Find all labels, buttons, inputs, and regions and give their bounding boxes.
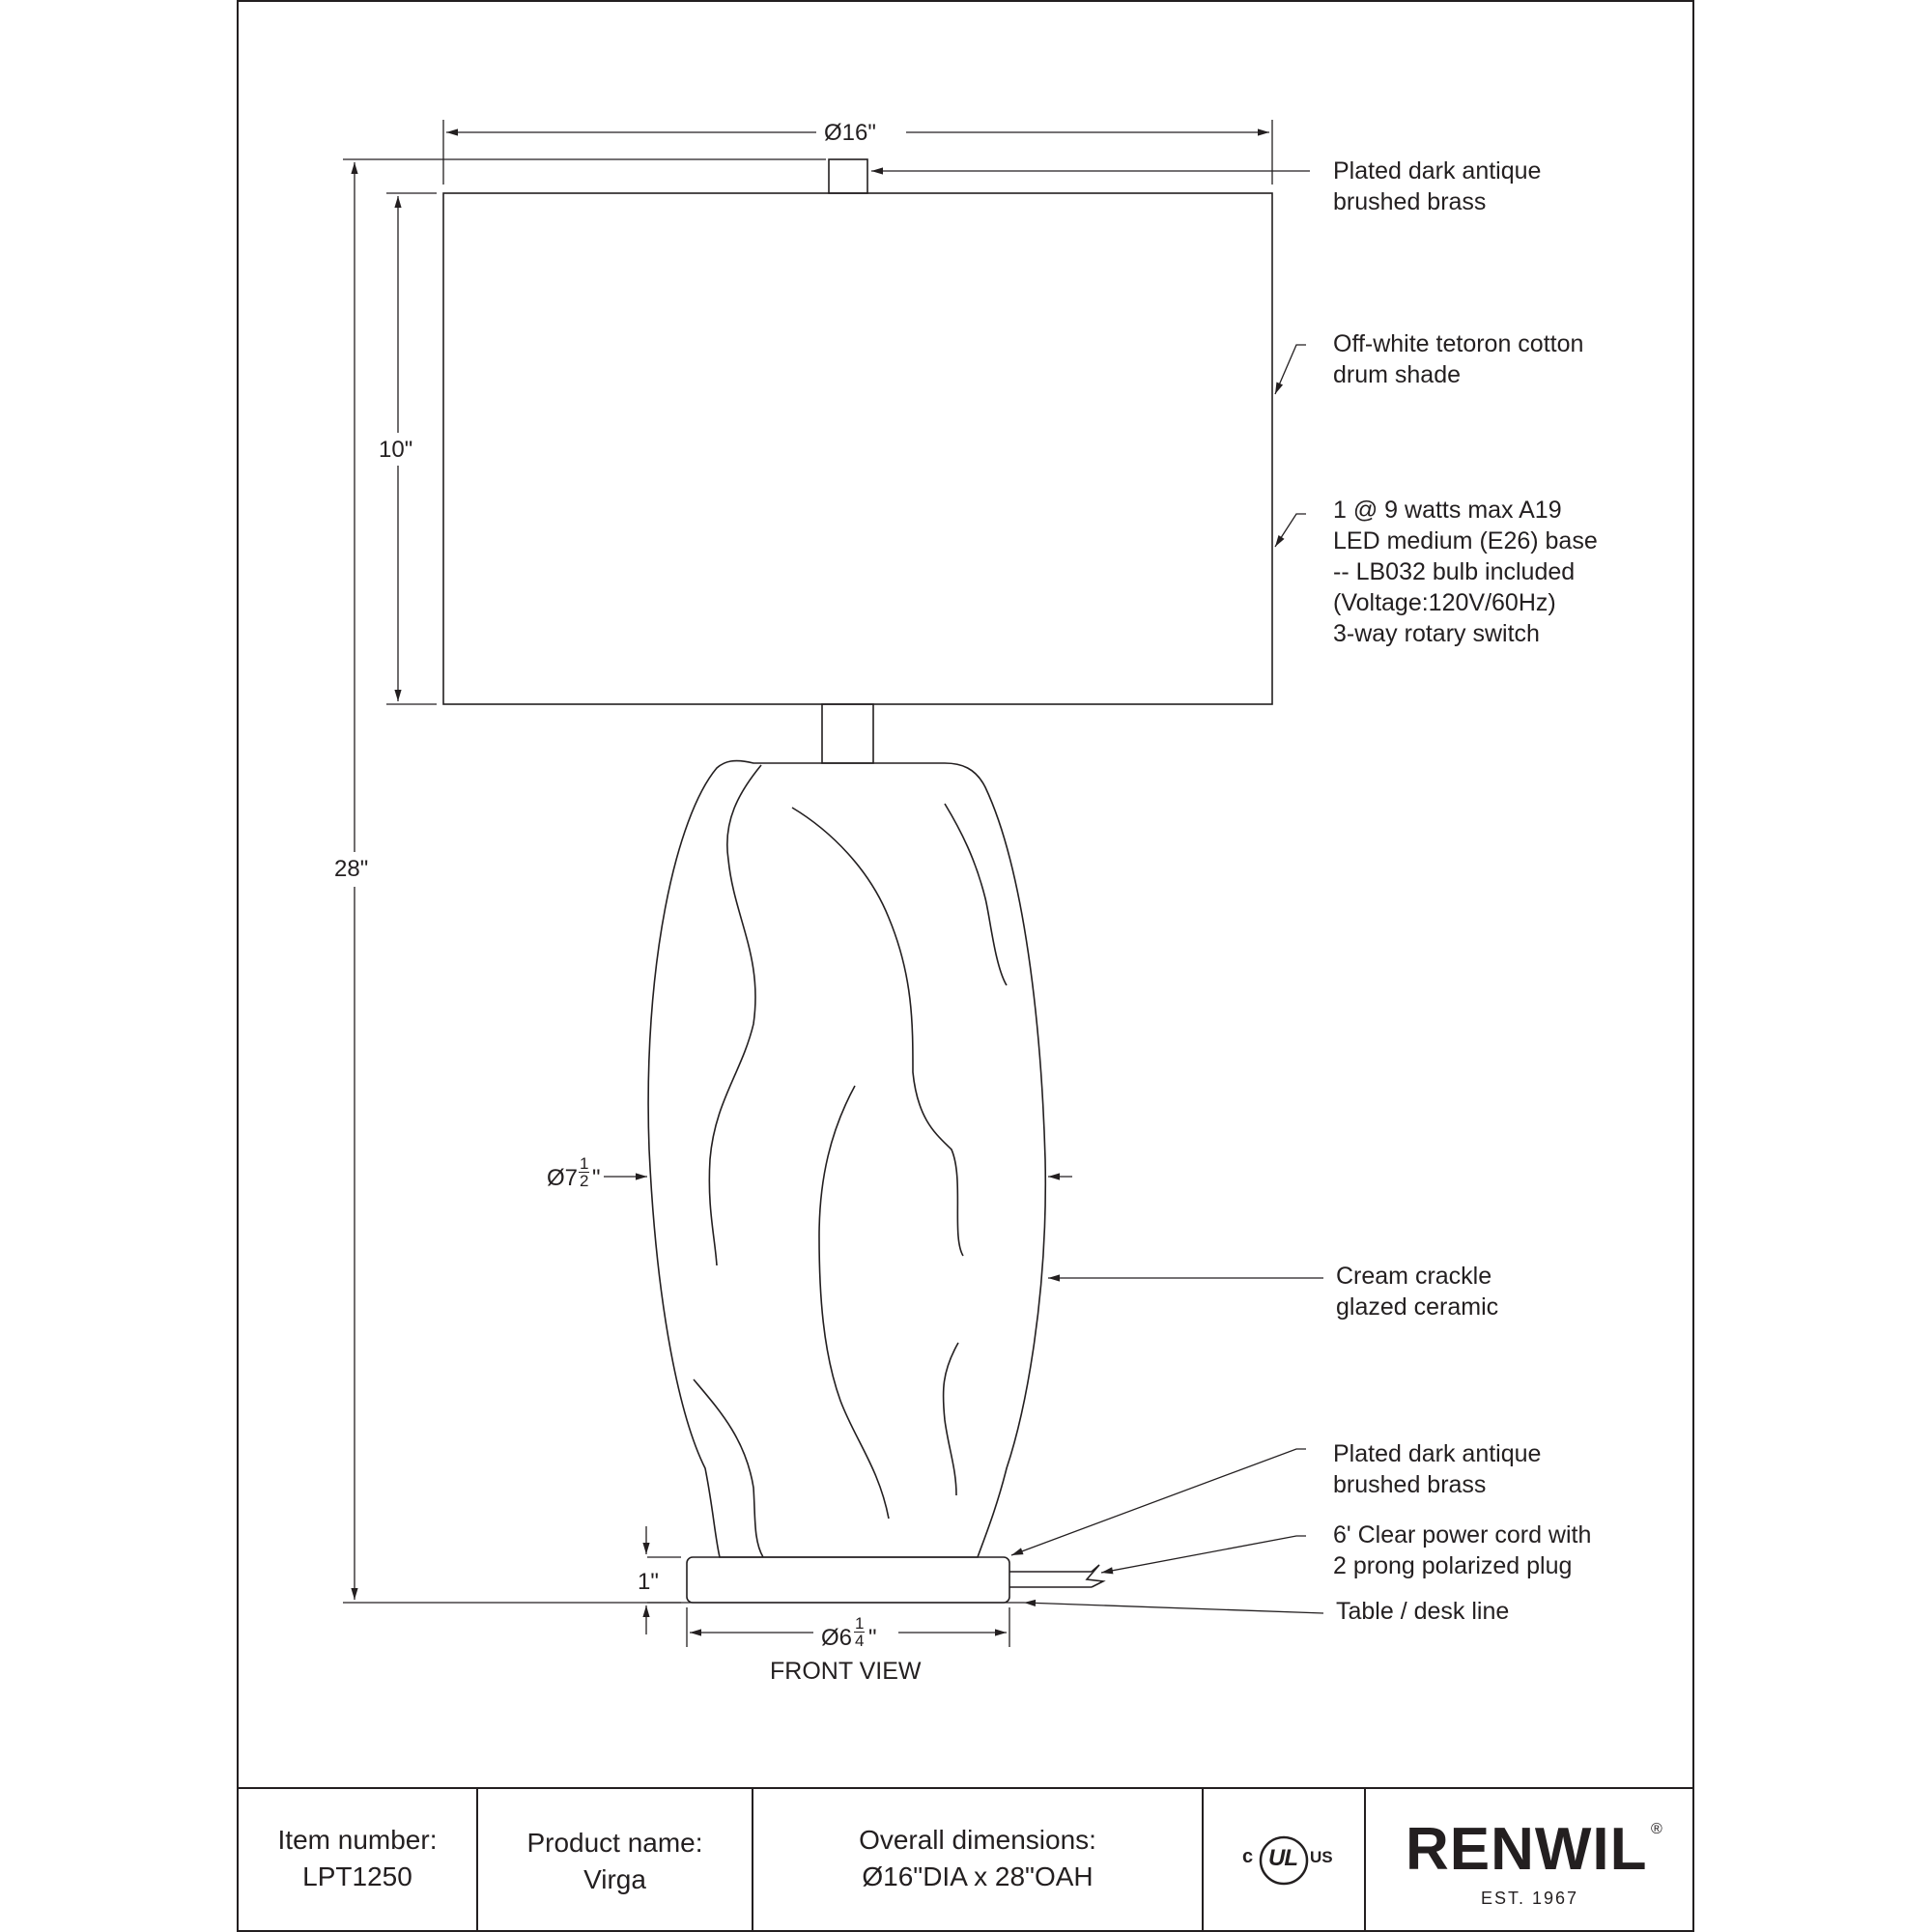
note-line: Table / desk line [1336,1598,1510,1625]
power-cord [1009,1572,1092,1587]
shade-diameter-label: Ø16" [824,120,876,146]
note-line: Plated dark antique [1333,1440,1542,1467]
item-number-label: Item number: [277,1825,438,1855]
note-line: LED medium (E26) base [1333,527,1598,554]
note-line: 1 @ 9 watts max A19 [1333,497,1562,524]
overall-dimensions-value: Ø16"DIA x 28"OAH [862,1861,1094,1891]
product-name-cell [477,1825,753,1898]
fraction-numerator: 1 [855,1614,865,1633]
note-bulb [1333,495,1598,649]
overall-height-label: 28" [334,856,369,882]
neck [822,704,873,763]
note-line: 2 prong polarized plug [1333,1552,1573,1579]
note-line: 3-way rotary switch [1333,620,1540,647]
note-line: brushed brass [1333,1471,1487,1498]
item-number-cell [238,1822,477,1895]
note-line: drum shade [1333,361,1462,388]
note-line: Plated dark antique [1333,157,1542,185]
brand-established: EST. 1967 [1481,1889,1579,1908]
finial [829,159,867,193]
base-diameter-fraction [854,1615,865,1649]
body-wave [943,1343,958,1495]
note-line: 6' Clear power cord with [1333,1521,1592,1548]
base-plate [687,1557,1009,1603]
brand-registered-mark: ® [1651,1821,1662,1837]
base-diameter-prefix: Ø6 [821,1625,853,1651]
fraction-denominator: 4 [855,1632,865,1650]
note-line: Off-white tetoron cotton [1333,330,1584,357]
overall-dimensions-cell [753,1822,1203,1895]
ul-mark [1203,1788,1365,1931]
body-wave [694,1379,763,1557]
view-label: FRONT VIEW [770,1658,922,1685]
note-table [1336,1596,1509,1627]
item-number-value: LPT1250 [302,1861,412,1891]
sheet-border [238,1,1693,1931]
body-diameter-prefix: Ø7 [547,1165,579,1191]
ul-text: UL [1268,1845,1297,1871]
note-shade [1333,328,1583,390]
base-diameter-suffix: " [868,1625,877,1651]
note-finial [1333,156,1541,217]
body-wave [792,808,963,1256]
product-name-label: Product name: [526,1828,703,1858]
brand-name: RENWIL [1406,1816,1648,1883]
body-wave [945,804,1007,985]
shade-height-label: 10" [379,437,413,463]
body-wave [819,1086,889,1519]
body-diameter-label [547,1155,605,1204]
base-height-label: 1" [638,1569,659,1595]
lamp-drawing [443,159,1272,1603]
note-line: (Voltage:120V/60Hz) [1333,589,1556,616]
ul-us-text: US [1310,1848,1333,1866]
drum-shade [443,193,1272,704]
overall-dimensions-label: Overall dimensions: [859,1825,1096,1855]
ul-c-text: c [1242,1846,1254,1867]
leader-lines [1011,345,1323,1613]
note-base [1333,1438,1541,1500]
note-line: -- LB032 bulb included [1333,558,1576,585]
note-body [1336,1261,1498,1322]
note-cord [1333,1520,1591,1581]
plug [1087,1565,1103,1587]
body-diameter-fraction [579,1155,589,1189]
brand-logo [1365,1788,1693,1931]
dimension-lines [343,120,1310,1650]
body-diameter-suffix: " [592,1165,601,1191]
product-name-value: Virga [583,1864,646,1894]
fraction-numerator: 1 [580,1154,589,1173]
fraction-denominator: 2 [580,1172,589,1190]
body-wave [709,765,761,1265]
note-line: Cream crackle [1336,1263,1492,1290]
ceramic-body [648,761,1045,1557]
note-line: glazed ceramic [1336,1293,1499,1321]
note-line: brushed brass [1333,188,1487,215]
